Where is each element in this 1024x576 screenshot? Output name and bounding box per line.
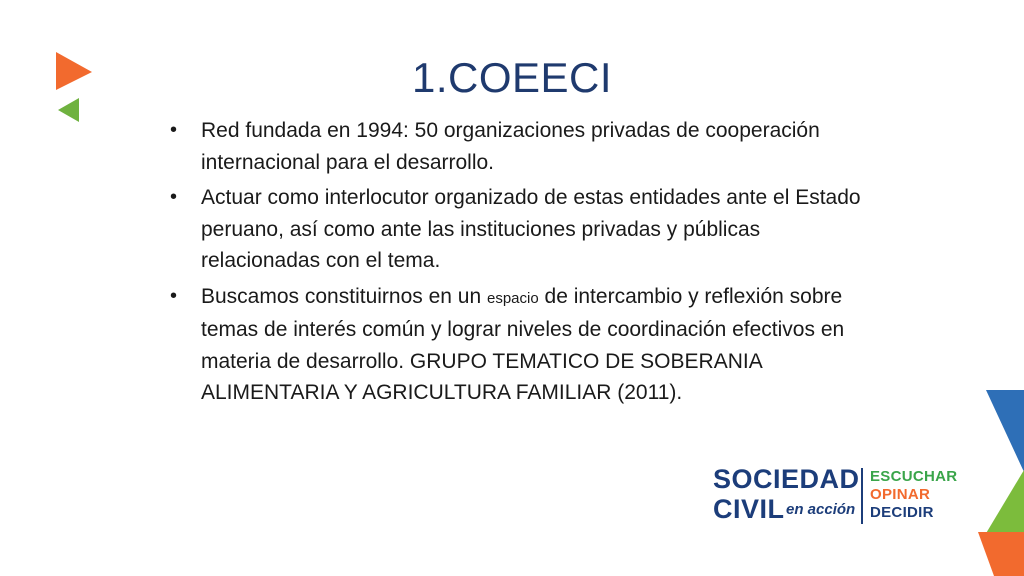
logo-tagline: en acción bbox=[786, 501, 856, 518]
bullet-dot: • bbox=[170, 284, 178, 307]
bullet-text-small: espacio bbox=[486, 289, 539, 307]
logo-verb-opinar: OPINAR bbox=[870, 486, 931, 503]
bullet-dot: • bbox=[170, 119, 178, 141]
bullet-text-part: Buscamos constituirnos en un bbox=[201, 284, 487, 308]
bullet-dot: • bbox=[170, 186, 178, 208]
bullet-item bbox=[170, 182, 870, 277]
bullet-text-part: de intercambio y reflexión sobre temas de interés común y lograr niveles de coordinación efectivos en materia de desarrollo. GRUPO TEMATICO DE SOBERANIA ALIMENTARIA Y AGRICULTURA FAMILIAR (2011). bbox=[201, 284, 845, 404]
logo-divider bbox=[861, 468, 863, 524]
green-shape-icon bbox=[982, 470, 1024, 540]
sociedad-civil-logo bbox=[713, 466, 973, 528]
bullet-list bbox=[170, 115, 870, 413]
bullet-text: Actuar como interlocutor organizado de estas entidades ante el Estado peruano, así como ante las instituciones privadas y públicas relacionadas con el tema. bbox=[201, 186, 861, 272]
bullet-item bbox=[170, 115, 870, 178]
decorative-shapes-right bbox=[976, 390, 1024, 576]
bullet-text: Red fundada en 1994: 50 organizaciones privadas de cooperación internacional para el desarrollo. bbox=[201, 119, 820, 174]
bullet-item bbox=[170, 281, 870, 409]
logo-verb-decidir: DECIDIR bbox=[870, 504, 934, 521]
orange-shape-icon bbox=[978, 532, 1024, 576]
logo-word-sociedad: SOCIEDAD bbox=[713, 464, 860, 494]
logo-word-civil: CIVIL bbox=[713, 494, 785, 524]
slide-title: 1.COEECI bbox=[411, 54, 613, 101]
blue-shape-icon bbox=[986, 390, 1024, 472]
logo-verb-escuchar: ESCUCHAR bbox=[870, 468, 958, 485]
